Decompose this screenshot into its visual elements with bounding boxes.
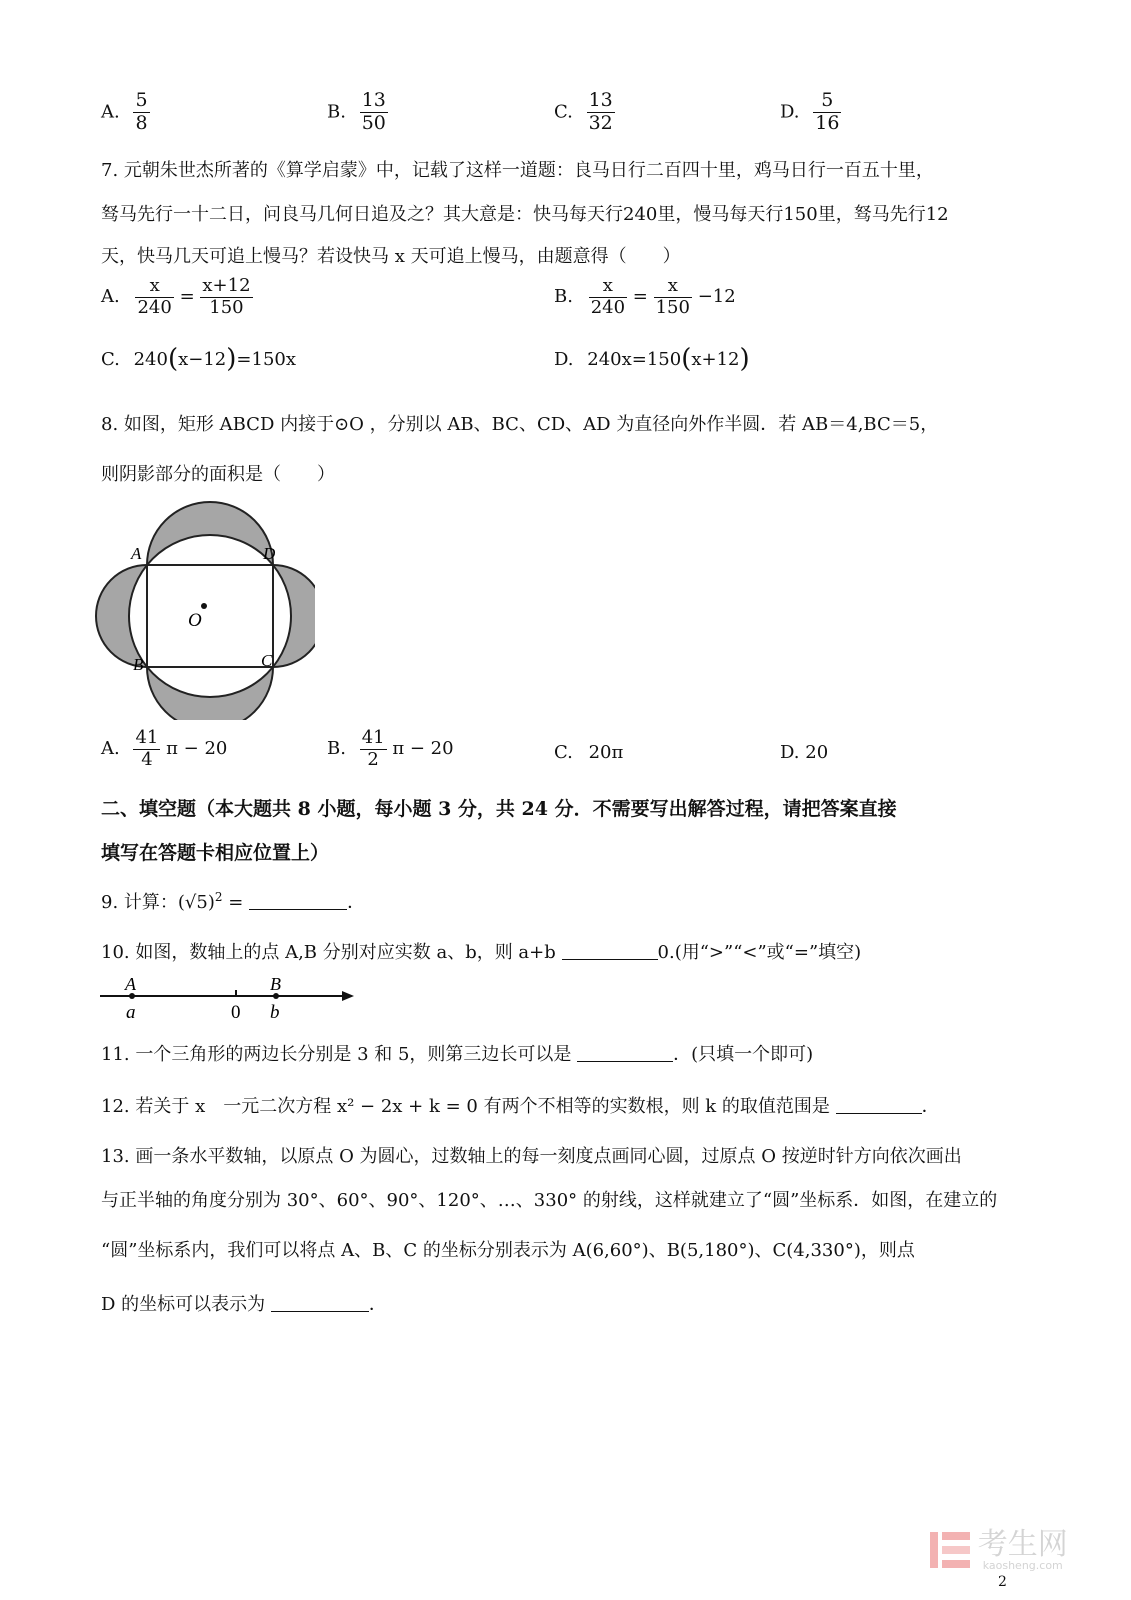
q9-answer-blank[interactable] — [249, 889, 347, 910]
q7-option-a: A. $\frac{x}{240}$ = $\frac{x+12}{150}$ — [101, 275, 251, 318]
label-o: O — [188, 610, 202, 631]
q8-stem-line-2: 则阴影部分的面积是（ ） — [101, 464, 335, 485]
q11: 11. 一个三角形的两边长分别是 3 和 5，则第三边长可以是 ．(只填一个即可) — [101, 1040, 813, 1066]
label-b: B — [133, 655, 144, 674]
q8-option-c: C. 20π — [554, 742, 624, 763]
q6-option-a: A. $\frac{5}{8}$ — [101, 89, 148, 134]
q13-line-3: “圆”坐标系内，我们可以将点 A、B、C 的坐标分别表示为 A(6,60°)、B(5,180°)、C(4,330°)，则点 — [101, 1240, 915, 1261]
point-label-a: A — [125, 974, 136, 994]
watermark-logo-icon — [928, 1528, 972, 1572]
q8-option-a: A. $\frac{41}{4}$ π − 20 — [101, 727, 228, 770]
label-a: A — [131, 544, 142, 563]
q9: 9. 计算：$(√5)^2$ = ． — [101, 890, 366, 913]
q8-option-d: D. 20 — [780, 742, 829, 763]
arrow-right-icon — [342, 991, 354, 1001]
q10-answer-blank[interactable] — [562, 939, 658, 960]
q7-stem-line-3: 天，快马几天可追上慢马？若设快马 x 天可追上慢马，由题意得（ ） — [101, 246, 681, 267]
q10: 10. 如图，数轴上的点 A,B 分别对应实数 a、b，则 a+b 0.(用“>”“<”或“=”填空) — [101, 938, 861, 964]
label-d: D — [263, 544, 276, 563]
q13-answer-blank[interactable] — [271, 1291, 369, 1312]
q7-option-b: B. $\frac{x}{240}$ = $\frac{x}{150}$ −12 — [554, 275, 736, 318]
q12-answer-blank[interactable] — [836, 1093, 922, 1114]
watermark-title: 考生网 — [977, 1526, 1068, 1562]
section-2-heading-line-1: 二、填空题（本大题共 8 小题，每小题 3 分，共 24 分．不需要写出解答过程，请把答案直接 — [101, 798, 897, 820]
label-c: C — [261, 651, 273, 670]
q11-answer-blank[interactable] — [577, 1041, 673, 1062]
q6-option-b: B. $\frac{13}{50}$ — [327, 89, 386, 134]
q12: 12. 若关于 x 一元二次方程 x² − 2x + k = 0 有两个不相等的实数根，则 k 的取值范围是 ． — [101, 1092, 940, 1118]
q13-line-4: D 的坐标可以表示为 ． — [101, 1290, 387, 1316]
q13-line-1: 13. 画一条水平数轴，以原点 O 为圆心，过数轴上的每一刻度点画同心圆，过原点 O 按逆时针方向依次画出 — [101, 1146, 962, 1167]
q13-line-2: 与正半轴的角度分别为 30°、60°、90°、120°、…、330° 的射线，这样就建立了“圆”坐标系．如图，在建立的 — [101, 1190, 998, 1211]
q7-option-d: D. 240x=150(x+12) — [554, 344, 750, 374]
q7-stem-line-2: 驽马先行一十二日，问良马几何日追及之？其大意是：快马每天行240里，慢马每天行150里，驽马先行12 — [101, 204, 949, 225]
q8-option-b: B. $\frac{41}{2}$ π − 20 — [327, 727, 454, 770]
q7-stem-line-1: 7. 元朝朱世杰所著的《算学启蒙》中，记载了这样一道题：良马日行二百四十里，鸡马日行一百五十里， — [101, 160, 934, 181]
q10-number-line — [98, 972, 360, 1024]
q8-stem-line-1: 8. 如图，矩形 ABCD 内接于⊙O ，分别以 AB、BC、CD、AD 为直径向外作半圆．若 AB＝4,BC＝5， — [101, 414, 939, 435]
watermark — [928, 1528, 1068, 1572]
q8-figure — [95, 500, 315, 720]
q6-option-c: C. $\frac{13}{32}$ — [554, 89, 613, 134]
q6-option-d: D. $\frac{5}{16}$ — [780, 89, 840, 134]
value-label-a: a — [126, 1002, 136, 1023]
center-point — [201, 603, 207, 609]
section-2-heading-line-2: 填写在答题卡相应位置上） — [101, 842, 330, 864]
page-number: 2 — [998, 1574, 1007, 1590]
q7-option-c: C. 240(x−12)=150x — [101, 344, 296, 374]
value-label-b: b — [270, 1002, 280, 1023]
point-label-b: B — [270, 974, 281, 994]
watermark-url: kaosheng.com — [982, 1558, 1063, 1572]
origin-label: 0 — [231, 1002, 241, 1023]
